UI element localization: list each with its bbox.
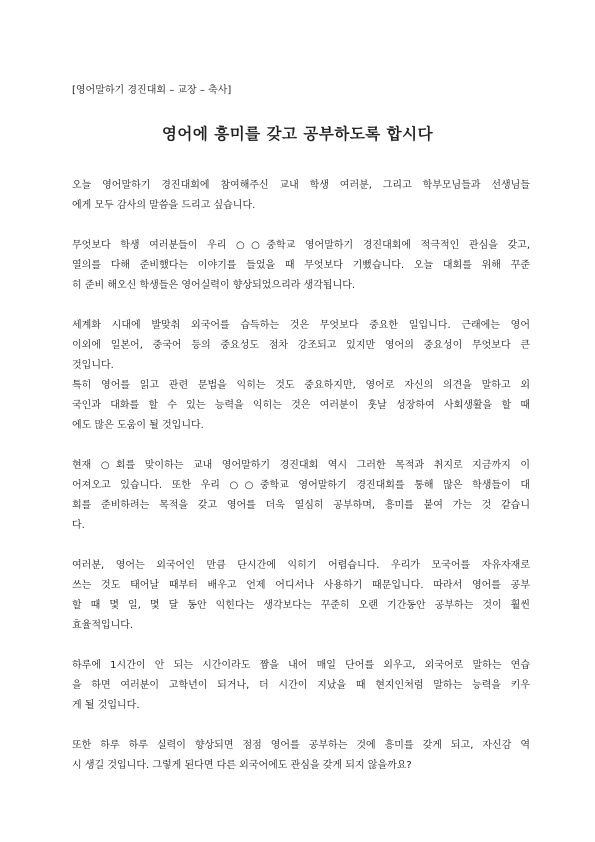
paragraph-line: 시 생길 것입니다. 그렇게 된다면 다른 외국어에도 관심을 갖게 되지 않을까요? bbox=[72, 760, 412, 771]
paragraph-line: 회를 준비하려는 목적을 갖고 영어를 더욱 열심히 공부하며, 흥미를 붙여 가는 것 같습니 bbox=[72, 500, 530, 511]
speech-paragraph bbox=[72, 176, 530, 216]
speech-paragraph bbox=[72, 736, 530, 776]
paragraph-line: 무엇보다 학생 여러분들이 우리 ○○중학교 영어말하기 경진대회에 적극적인 관심을 갖고, bbox=[72, 240, 530, 251]
speech-body bbox=[72, 176, 530, 796]
paragraph-line: 세계화 시대에 발맞춰 외국어를 습득하는 것은 무엇보다 중요한 일입니다. 근래에는 영어 bbox=[72, 320, 530, 331]
speech-paragraph bbox=[72, 236, 530, 296]
paragraph-line: 다. bbox=[72, 520, 85, 531]
speech-category-tag: [영어말하기 경진대회 – 교장 – 축사] bbox=[72, 85, 232, 96]
paragraph-line: 또한 하루 하루 실력이 향상되면 점점 영어를 공부하는 것에 흥미를 갖게 되고, 자신감 역 bbox=[72, 740, 530, 751]
paragraph-line: 에도 많은 도움이 될 것입니다. bbox=[72, 420, 204, 431]
paragraph-line: 에게 모두 감사의 말씀을 드리고 싶습니다. bbox=[72, 200, 256, 211]
paragraph-line: 여러분, 영어는 외국어인 만큼 단시간에 익히기 어렵습니다. 우리가 모국어를 자유자재로 bbox=[72, 560, 530, 571]
paragraph-line: 하루에 1시간이 안 되는 시간이라도 짬을 내어 매일 단어를 외우고, 외국어로 말하는 연습 bbox=[72, 660, 530, 671]
paragraph-line: 효율적입니다. bbox=[72, 620, 134, 631]
paragraph-line: 오늘 영어말하기 경진대회에 참여해주신 교내 학생 여러분, 그리고 학부모님들과 선생님들 bbox=[72, 180, 530, 191]
document-title: 영어에 흥미를 갖고 공부하도록 합시다 bbox=[161, 125, 434, 143]
paragraph-line: 을 하면 여러분이 고학년이 되거나, 더 시간이 지났을 때 현지인처럼 말하는 능력을 키우 bbox=[72, 680, 530, 691]
paragraph-line: 히 준비 해오신 학생들은 영어실력이 향상되었으리라 생각됩니다. bbox=[72, 280, 356, 291]
paragraph-line: 쓰는 것도 태어날 때부터 배우고 언제 어디서나 사용하기 때문입니다. 따라서 영어를 공부 bbox=[72, 580, 530, 591]
paragraph-line: 특히 영어를 읽고 관련 문법을 익히는 것도 중요하지만, 영어로 자신의 의견을 말하고 외 bbox=[72, 380, 530, 391]
speech-paragraph bbox=[72, 656, 530, 716]
speech-paragraph bbox=[72, 376, 530, 436]
paragraph-line: 게 될 것입니다. bbox=[72, 700, 140, 711]
paragraph-line: 것입니다. bbox=[72, 360, 114, 371]
paragraph-line: 국인과 대화를 할 수 있는 능력을 익히는 것은 여러분이 훗날 성장하여 사회생활을 할 때 bbox=[72, 400, 530, 411]
speech-paragraph bbox=[72, 556, 530, 636]
paragraph-line: 할 때 몇 일, 몇 달 동안 익힌다는 생각보다는 꾸준히 오랜 기간동안 공부하는 것이 훨씬 bbox=[72, 600, 530, 611]
speech-paragraph bbox=[72, 316, 530, 376]
paragraph-line: 열의를 다해 준비했다는 이야기를 들었을 때 무엇보다 기뻤습니다. 오늘 대회를 위해 꾸준 bbox=[72, 260, 530, 271]
paragraph-line: 이외에 일본어, 중국어 등의 중요성도 점차 강조되고 있지만 영어의 중요성이 무엇보다 큰 bbox=[72, 340, 530, 351]
paragraph-line: 현재 ○회를 맞이하는 교내 영어말하기 경진대회 역시 그러한 목적과 취지로 지금까지 이 bbox=[72, 460, 530, 471]
paragraph-line: 어져오고 있습니다. 또한 우리 ○○중학교 영어말하기 경진대회를 통해 많은 학생들이 대 bbox=[72, 480, 530, 491]
speech-paragraph bbox=[72, 456, 530, 536]
